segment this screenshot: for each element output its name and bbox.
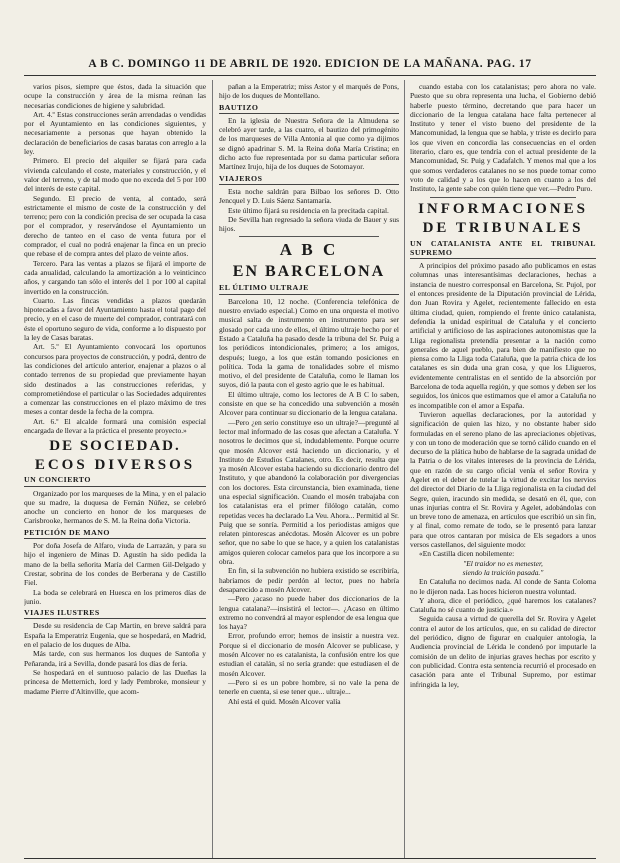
- column-1: [24, 82, 206, 857]
- paragraph: En fin, si la subvención no hubiera existido se escribiría, habríamos de pedir perdón al lector, pues no habría desaparecido a mosén Alcover.: [219, 566, 399, 594]
- info-head-2: DE TRIBUNALES: [422, 219, 584, 236]
- paragraph: —Pero ¿en serio constituye eso un ultraje?—pregunté al lector mal informado de las cosas que afectan a Cataluña. Y nosotros le decimos que sí, indudablemente. Porque ocurre que mosén Alcover está haciendo un diccionario, y el Instituto de Estudios Catalanes, otro. Es decir, resulta que ya mosén Alcover estaba haciendo su diccionario dentro del Instituto, y que abandonó la colaboración por divergencias con los doctores. Esta circunstancia, bien examinada, tiene una especial significación. Cuando el mosén trabajaba con los catalanistas era el primer filólogo catalán, como repetidas veces ha declarado La Veu. Ahora... Permitid al Sr. Puig que se sonría. Permitid a los periodistas amigos que relaten pintorescas anécdotas. Mosén Alcover es un pobre señor, que no sabe lo que se hace, y a quien los catalanistas amigos quieren colocar camelos para que los incorpore a su obra.: [219, 417, 399, 567]
- paragraph: Tercero. Para las ventas a plazos se fijará el importe de cada anualidad, calculando la amortización a lo veinticinco años, y cargando tan sólo el interés del 1 por 100 al capital invertido en la construcción.: [24, 258, 206, 296]
- paragraph: Art. 6.º El alcalde formará una comisión especial encargada de llevar a la práctica el presente proyecto.»: [24, 416, 206, 435]
- column-3: [410, 82, 596, 857]
- paragraph: En Cataluña no decimos nada. Al conde de Santa Coloma no le dijeron nada. Las hoces hicieron nuestra voluntad.: [410, 577, 596, 596]
- subhead-ultraje: EL ÚLTIMO ULTRAJE: [219, 283, 399, 294]
- paragraph: siendo la traición pasada.": [462, 567, 544, 577]
- subhead-peticion: PETICIÓN DE MANO: [24, 528, 206, 539]
- paragraph: Error, profundo error; hemos de insistir a nuestra vez. Porque si el diccionario de mosén Alcover se publicase, y mosén Alcover no es catalanista, la confusión entre los que estudian el catalán, sí no sería grande: que estudiasen el de mosén Alcover.: [219, 631, 399, 678]
- paragraph: «En Castilla dicen nobilemente:: [419, 549, 515, 559]
- subhead-concierto: UN CONCIERTO: [24, 475, 206, 486]
- paragraph: —Pero si es un pobre hombre, si no vale la pena de tenerle en cuenta, si ese tener que... ultraje...: [219, 677, 399, 697]
- paragraph: De Sevilla han regresado la señora viuda de Bauer y sus hijos.: [219, 214, 399, 234]
- paragraph: Art. 5.º El Ayuntamiento convocará los oportunos concursos para proyectos de construcción, y podrá, dentro de las condiciones del artículo anterior, enajenar a plazos o al contado terrenos de su propiedad que previamente hayan sido destinados a las construcciones referidas, y comprometiéndose el particular o las Sociedades adquirentes a comenzar las construcciones en el plazo máximo de tres meses a contar desde la fecha de la compra.: [24, 342, 206, 417]
- paragraph: Organizado por los marqueses de la Mina, y en el palacio que su madre, la duquesa de Fernán Núñez, se celebró anoche un concierto en honor de los marqueses de Carisbrooke, hermanos de S. M. la Reina doña Victoria.: [24, 488, 206, 526]
- paragraph: "El traidor no es menester,: [463, 558, 543, 568]
- paragraph: Seguida causa a virtud de querella del Sr. Rovira y Agelet contra el autor de los artículos, que, en su calidad de director del periódico, digno de figurar en cualquier antología, la Audiencia provincial de Lérida le condenó por imputarle la comisión de un delito de injurias graves hechas por escrito y con publicidad. Contra esta sentencia recurrió el procesado en casación para ante el Tribunal Supremo, por estimar infringida la ley,: [410, 614, 596, 689]
- paragraph: Por doña Josefa de Alfaro, viuda de Larrazán, y para su hijo el ingeniero de Minas D. Agustín ha sido pedida la mano de la bella señorita María del Carmen Gil-Delgado y Crestar, sobrina de los condes de Berberana y de Castillo Fiel.: [24, 541, 206, 588]
- paragraph: El último ultraje, como los lectores de A B C lo saben, consiste en que se ha concedido una subvención a mosén Alcover para continuar su diccionario de la lengua catalana.: [219, 389, 399, 418]
- column-divider: [212, 80, 213, 858]
- column-2: [219, 82, 399, 857]
- barcelona-head: EN BARCELONA: [232, 263, 386, 281]
- paragraph: Barcelona 10, 12 noche. (Conferencia telefónica de nuestro enviado especial.) Como en una orquesta el motivo musical salta de instrumento en instrumento para ser glosado por cada uno de ellos, el último ultraje hecho por el Estado a Cataluña ha pasado desde la tribuna del Sr. Puig a los periódicos intondicionales, primero; a los amigos, después; luego, a los que están tomando posiciones en política. Toda la gama de tonalidades sobre el mismo motivo, el del presidente de Cataluña, como le llaman los suyos, dió la pauta con el gesto agrio que le es habitual.: [219, 296, 399, 390]
- column-divider: [404, 80, 405, 858]
- info-head-1: INFORMACIONES: [418, 200, 588, 217]
- section-title-echoes: ECOS DIVERSOS: [34, 457, 196, 474]
- header-rule: [24, 75, 596, 76]
- paragraph: Este último fijará su residencia en la precitada capital.: [228, 205, 389, 215]
- paragraph: A principios del próximo pasado año publicamos en estas columnas unas interesantísimas declaraciones, hechas a instancia de nuestro corresponsal en Barcelona, Sr. Pujol, por el entonces presidente de la Diputación provincial de Lérida, don Juan Rovira y Agelet, recientemente fallecido en esta última ciudad, quien, rompiendo el frente único catalanista, defendía la unidad espiritual de Cataluña y el concierto artificial y artificioso de las aspiraciones autonomistas que la Lliga regionalista pretendía presentar a la nación como generales de aquel pueblo, para bien de manifiesto que no piensa como la Lliga toda Cataluña, que la patria chica de los catalanes es sin duda una gran cosa, y que los Lligueros, evidentemente centralistas en el sentido de la absorción por Barcelona de toda aquella región, y que somos y deben ser los seguidos, los únicos que estimamos que el amor a Cataluña no es incompatible con el amor a España.: [410, 261, 596, 410]
- section-divider: [430, 197, 576, 198]
- paragraph: cuando estaba con los catalanistas; pero ahora no vale. Puesto que su obra representa una lucha, el Gobierno debió haberle puesto término, decretando que para hacer un diccionario de la lengua catalana hace falta pertenecer al Instituto y tener el visto bueno del presidente de la Mancomunidad, la lengua que se habla, y triste es decirlo para los que viven en concordia las consecuencias en el orden literario, claro es, que tendría con el actual presidente de la Mancomunidad, Sr. Puig y Cadafalch. Y menos mal que a los que somos verdaderos catalanes no se nos puede tomar como voto de calidad y a los que lo hacen en cuanto a los del Instituto, la gente sabe con quién tiene que ver.—Pedro Puro.: [410, 82, 596, 194]
- paragraph: La boda se celebrará en Huesca en los primeros días de junio.: [24, 587, 206, 606]
- paragraph: Art. 4.º Estas construcciones serán arrendadas o vendidas por el Ayuntamiento en las condiciones siguientes, y necesariamente a personas que hayan obtenido la declaración de beneficiarios de casas baratas con arreglo a la ley.: [24, 109, 206, 157]
- paragraph: Segundo. El precio de venta, al contado, será estrictamente el mismo de coste de la construcción y del terreno; pero con la condición precisa de ser ocupada la casa por el comprador, y reservándose el Ayuntamiento un derecho de tanteo en el caso de venta futura por el comprador, el cual no podrá enajenar la finca en un precio que rebase el de compra antes del plazo de veinte años.: [24, 193, 206, 259]
- paragraph: En la iglesia de Nuestra Señora de la Almudena se celebró ayer tarde, a las cuatro, el bautizo del primogénito de los marqueses de Villa Antonia al que como ya dijimos se dignó apadrinar S. M. la Reina doña María Cristina; en dicho acto fue representada por su dama particular señora Martínez Irujo, hija de los duques de Sotomayor.: [219, 115, 399, 172]
- footer-rule: [24, 858, 596, 859]
- paragraph: Tuvieron aquellas declaraciones, por la autoridad y significación de quien las hizo, y no obstante haber sido formuladas en el sereno plano de las apreciaciones objetivas, y con un tono de moderación que se tornó cálido cuando en el decurso de la plática hubo de hablarse de la sagrada unidad de la Patria o de los vitales intereses de la provincia de Lérida, que en razón de su cargo oficial venía el señor Rovira y Agelet en el deber de tutelar la virtud de excitar los nervios del director del Diario de la Lliga regionalista en la ciudad del Segre, quien, iracundo sin medida, se desató en él, que, con unas injurias contra el Sr. Rovira y Agelet, adobándolas con un breve tono de amenaza, en artículos que escribió un sin fin, y al final, como remate de todo, se le presentó para lanzar para que otros cantaran por música de Els segadors a unos versos castellanos, del siguiente modo:: [410, 409, 596, 550]
- paragraph: Desde su residencia de Cap Martin, en breve saldrá para España la Emperatriz Eugenia, que se hospedará, en Madrid, en el palacio de los duques de Alba.: [24, 621, 206, 650]
- paragraph: pañan a la Emperatriz; miss Astor y el marqués de Pons, hijo de los duques de Montellano.: [219, 82, 399, 101]
- paragraph: Cuarto. Las fincas vendidas a plazos quedarán hipotecadas a favor del Ayuntamiento hasta el total pago del precio, y en el caso de muerte del comprador, contratará con éste el oportuno seguro de vida, conforme a lo dispuesto por la ley de Casas baratas.: [24, 295, 206, 343]
- paragraph: Primero. El precio del alquiler se fijará para cada vivienda calculando el coste, materiales y construcción, y el valor del terreno, y de tal modo que no exceda del 5 por 100 del interés de este capital.: [24, 156, 206, 194]
- abc-head: A B C: [279, 240, 339, 260]
- subhead-bautizo: BAUTIZO: [219, 103, 399, 114]
- subhead-viajeros: VIAJEROS: [219, 174, 399, 185]
- page-header: A B C. DOMINGO 11 DE ABRIL DE 1920. EDICION DE LA MAÑANA. PAG. 17: [88, 58, 532, 70]
- paragraph: Y ahora, dice el periódico, ¿qué haremos los catalanes? Cataluña no sé cuanto de justicia.»: [410, 595, 596, 615]
- section-divider: [239, 236, 379, 237]
- paragraph: Más tarde, con sus hermanos los duques de Santoña y Peñaranda, irá a Sevilla, donde pasará los días de feria.: [24, 649, 206, 668]
- subhead-viajes: VIAJES ILUSTRES: [24, 608, 206, 619]
- paragraph: Ahí está el quid. Mosén Alcover valía: [228, 696, 341, 706]
- section-title-society: DE SOCIEDAD.: [49, 438, 181, 455]
- paragraph: varios pisos, siempre que éstos, dada la situación que ocupe la construcción y área de la misma reúnan las necesarias condiciones de higiene y salubridad.: [24, 82, 206, 110]
- paragraph: Se hospedará en el suntuoso palacio de las Dueñas la princesa de Metternich, lord y lady Pembroke, monsieur y madame Pierre d'Altinville, que acom-: [24, 667, 206, 696]
- paragraph: Esta noche saldrán para Bilbao los señores D. Otto Jencquel y D. Luis Sáenz Santamaría.: [219, 186, 399, 206]
- subhead-catalanista: UN CATALANISTA ANTE EL TRIBUNAL SUPREMO: [410, 239, 596, 260]
- paragraph: —Pero ¿acaso no puede haber dos diccionarios de la lengua catalana?—insistirá el lector—. ¿Acaso en último extremo no convendrá al mayor esplendor de esa lengua que los haya?: [219, 594, 399, 632]
